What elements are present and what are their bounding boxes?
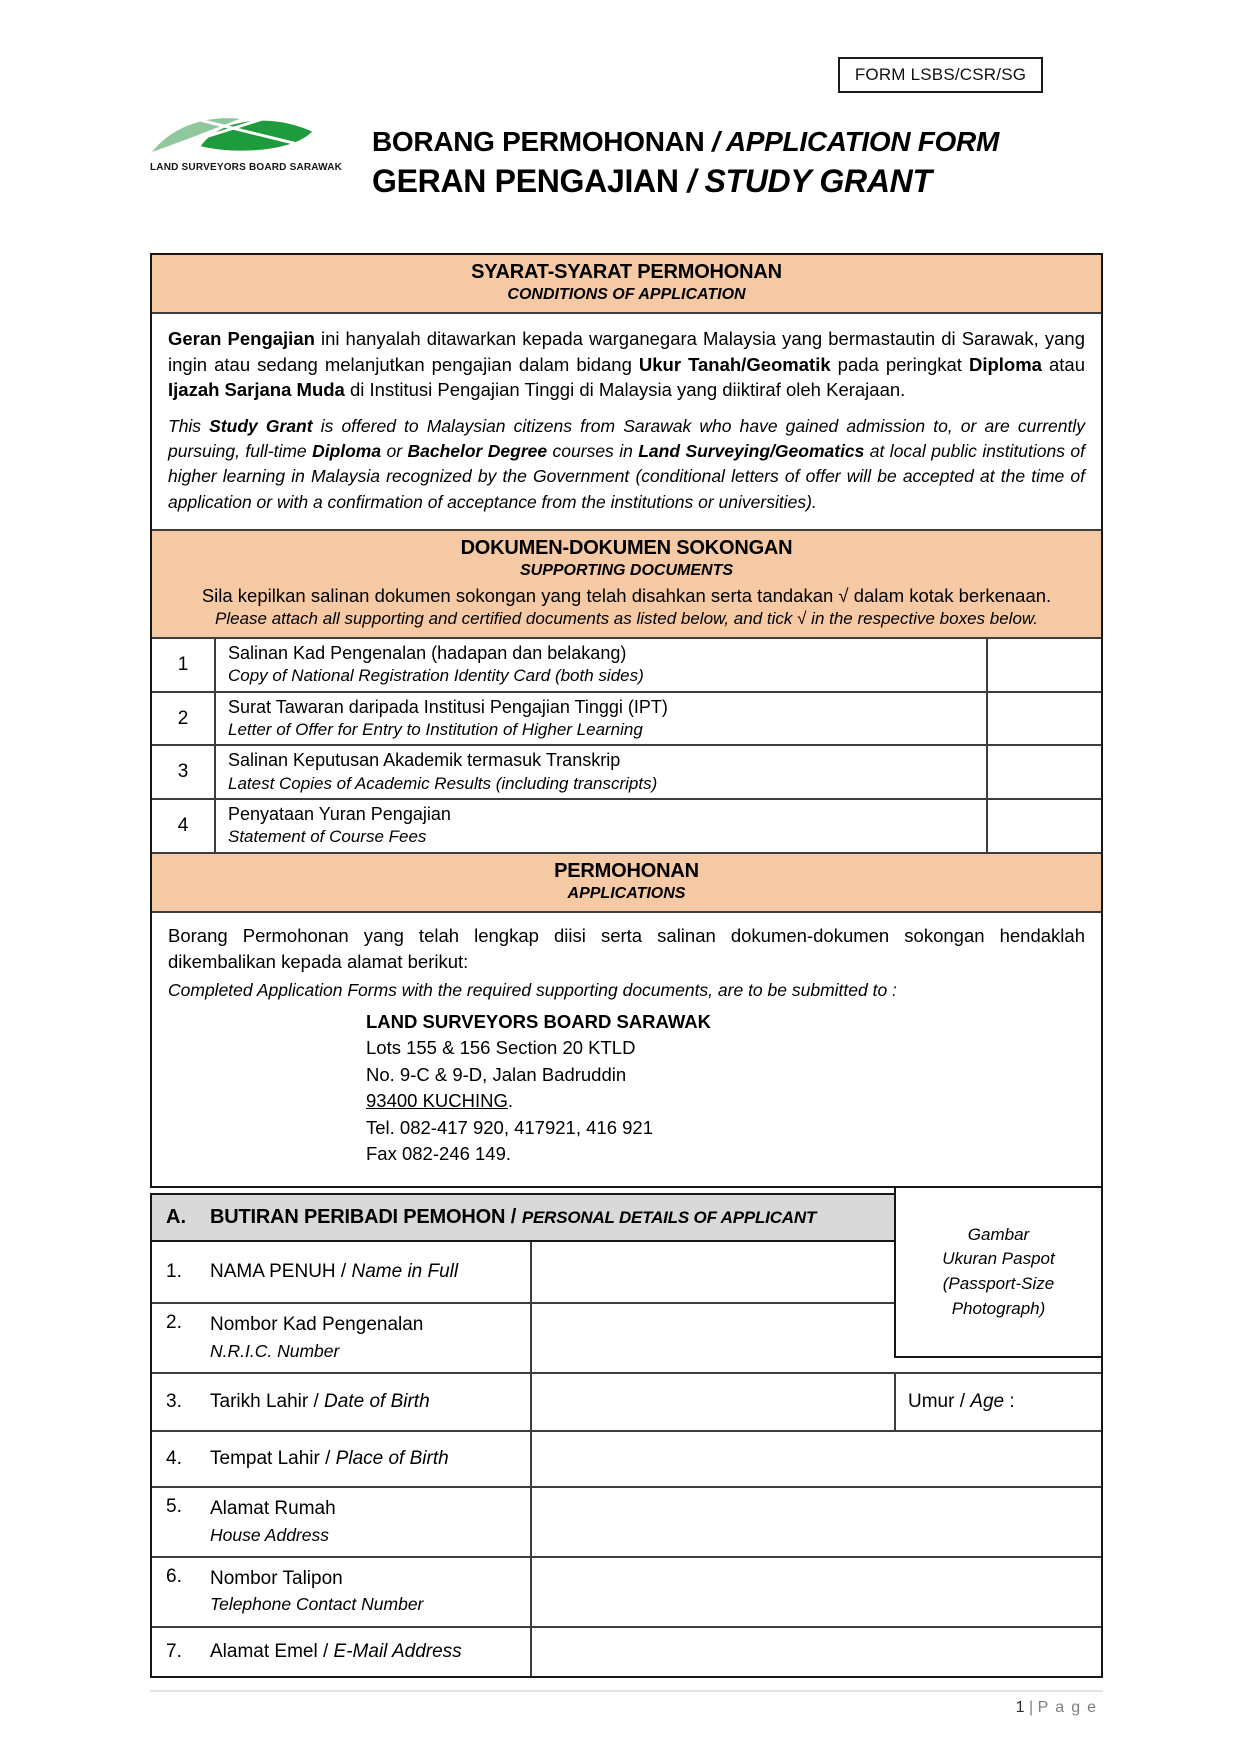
page-number-separator: | xyxy=(1024,1699,1038,1716)
document-row-number: 3 xyxy=(152,746,216,798)
field-number: 4. xyxy=(166,1447,182,1469)
section-a-title-en: PERSONAL DETAILS OF APPLICANT xyxy=(521,1207,817,1227)
document-label-en: Statement of Course Fees xyxy=(228,827,427,847)
address-telephone: Tel. 082-417 920, 417921, 416 921 xyxy=(366,1116,653,1138)
document-label-my: Salinan Keputusan Akademik termasuk Transkrip xyxy=(228,750,621,771)
photo-box-line: Gambar xyxy=(967,1224,1030,1244)
logo-graphic-icon xyxy=(150,112,316,156)
document-row-number: 2 xyxy=(152,693,216,745)
logo-caption: LAND SURVEYORS BOARD SARAWAK xyxy=(150,162,343,173)
applications-header-band xyxy=(152,852,1101,911)
photo-box-line: Ukuran Paspot xyxy=(942,1249,1055,1269)
conditions-paragraph-my: Geran Pengajian ini hanyalah ditawarkan kepada warganegara Malaysia yang bermastautin di Sarawak, yang ingin atau sedang melanjutkan pengajian dalam bidang Ukur Tanah/Geomatik pada peringkat Diploma atau Ijazah Sarjana Muda di Institusi Pengajian Tinggi di Malaysia yang diiktiraf oleh Kerajaan. xyxy=(168,328,1086,401)
field-label-telephone xyxy=(152,1558,532,1626)
table-row xyxy=(152,798,1101,852)
form-title-line2: GERAN PENGAJIAN / STUDY GRANT xyxy=(372,163,932,199)
documents-title-en: SUPPORTING DOCUMENTS xyxy=(519,562,734,580)
table-row xyxy=(152,1626,1101,1676)
table-row xyxy=(152,744,1101,798)
document-label-en: Latest Copies of Academic Results (including transcripts) xyxy=(228,773,658,793)
table-row xyxy=(152,1372,1101,1430)
document-row-label xyxy=(216,693,986,745)
document-row-label xyxy=(216,800,986,852)
passport-photo-placeholder xyxy=(894,1186,1103,1358)
documents-note-en: Please attach all supporting and certified documents as listed below, and tick √ in the respective boxes below. xyxy=(215,609,1038,629)
applications-title-my: PERMOHONAN xyxy=(554,859,699,882)
form-info-box xyxy=(150,253,1103,1188)
field-label-subtext: N.R.I.C. Number xyxy=(210,1340,340,1361)
documents-title-my: DOKUMEN-DOKUMEN SOKONGAN xyxy=(460,537,793,560)
tick-box-2[interactable] xyxy=(986,693,1101,745)
address-line-2: No. 9-C & 9-D, Jalan Badruddin xyxy=(366,1063,627,1085)
address-line-1: Lots 155 & 156 Section 20 KTLD xyxy=(366,1037,636,1059)
tick-box-1[interactable] xyxy=(986,639,1101,691)
form-code-text: FORM LSBS/CSR/SG xyxy=(854,65,1027,84)
house-address-input[interactable] xyxy=(532,1488,1101,1556)
submission-address xyxy=(366,1009,1085,1168)
page-number: 1 xyxy=(1015,1699,1025,1716)
field-label-text: Alamat Emel / E-Mail Address xyxy=(210,1640,462,1662)
document-label-my: Penyataan Yuran Pengajian xyxy=(228,803,451,824)
section-a-label: A. xyxy=(166,1206,186,1228)
table-row xyxy=(152,1430,1101,1486)
field-label-nric xyxy=(152,1304,532,1372)
field-label-text: Alamat Rumah xyxy=(210,1497,336,1519)
document-label-my: Surat Tawaran daripada Institusi Pengajian Tinggi (IPT) xyxy=(228,696,668,717)
table-row xyxy=(152,1486,1101,1556)
field-number: 6. xyxy=(166,1565,182,1587)
documents-note-my: Sila kepilkan salinan dokumen sokongan yang telah disahkan serta tandakan √ dalam kotak berkenaan. xyxy=(201,585,1052,607)
document-label-my: Salinan Kad Pengenalan (hadapan dan belakang) xyxy=(228,643,627,664)
field-label-email xyxy=(152,1628,532,1676)
page-footer xyxy=(150,1690,1103,1717)
document-label-en: Copy of National Registration Identity Card (both sides) xyxy=(228,666,644,686)
field-label-subtext: Telephone Contact Number xyxy=(210,1594,424,1615)
document-row-number: 1 xyxy=(152,639,216,691)
applications-paragraph-my: Borang Permohonan yang telah lengkap diisi serta salinan dokumen-dokumen sokongan hendaklah dikembalikan kepada alamat berikut: xyxy=(168,924,1085,972)
field-number: 1. xyxy=(166,1261,182,1282)
photo-box-line: (Passport-Size xyxy=(942,1274,1055,1293)
telephone-number-input[interactable] xyxy=(532,1558,1101,1626)
applications-title-en: APPLICATIONS xyxy=(567,884,686,902)
conditions-title-my: SYARAT-SYARAT PERMOHONAN xyxy=(471,261,782,283)
section-a-personal-details xyxy=(150,1193,1103,1678)
field-label-text: NAMA PENUH / Name in Full xyxy=(210,1261,459,1283)
section-a-title-my: BUTIRAN PERIBADI PEMOHON xyxy=(210,1206,506,1228)
organization-logo xyxy=(150,112,343,173)
table-row xyxy=(152,639,1101,691)
table-row xyxy=(152,1556,1101,1626)
document-label-en: Letter of Offer for Entry to Institution of Higher Learning xyxy=(228,720,643,740)
tick-box-4[interactable] xyxy=(986,800,1101,852)
conditions-header-band xyxy=(152,255,1101,312)
conditions-body xyxy=(152,312,1101,529)
conditions-title-en: CONDITIONS OF APPLICATION xyxy=(507,286,746,303)
document-row-label xyxy=(216,639,986,691)
age-input[interactable] xyxy=(894,1374,1101,1430)
applications-paragraph-en: Completed Application Forms with the required supporting documents, are to be submitted to : xyxy=(168,980,897,1001)
page-word: Page xyxy=(1037,1699,1103,1716)
field-label-dob xyxy=(152,1374,532,1430)
age-label: Umur / Age : xyxy=(908,1390,1015,1412)
field-label-pob xyxy=(152,1432,532,1486)
field-label-text: Nombor Kad Pengenalan xyxy=(210,1314,424,1335)
document-row-number: 4 xyxy=(152,800,216,852)
form-title-line1: BORANG PERMOHONAN / APPLICATION FORM xyxy=(372,126,999,157)
email-address-input[interactable] xyxy=(532,1628,1101,1676)
field-label-text: Nombor Talipon xyxy=(210,1567,343,1589)
field-label-house-address xyxy=(152,1488,532,1556)
conditions-paragraph-en: This Study Grant is offered to Malaysian citizens from Sarawak who have gained admission to, or are currently pursuing, full-time Diploma or Bachelor Degree courses in Land Surveying/Geomatics at local public institutions of higher learning in Malaysia recognized by the Government (conditional letters of offer will be accepted at the time of application or with a confirmation of acceptance from the institutions or universities). xyxy=(168,415,1086,512)
date-of-birth-input[interactable] xyxy=(532,1374,1101,1430)
field-label-text: Tempat Lahir / Place of Birth xyxy=(210,1448,449,1470)
table-row xyxy=(152,691,1101,745)
field-label-text: Tarikh Lahir / Date of Birth xyxy=(210,1391,430,1413)
address-fax: Fax 082-246 149. xyxy=(366,1143,512,1165)
field-number: 7. xyxy=(166,1640,182,1662)
section-a-separator: / xyxy=(505,1206,522,1228)
form-title-block xyxy=(372,126,999,200)
documents-header-band xyxy=(152,529,1101,637)
address-city: 93400 KUCHING. xyxy=(366,1090,514,1112)
applications-body xyxy=(152,911,1101,1186)
field-number: 5. xyxy=(166,1495,182,1517)
photo-box-line: Photograph) xyxy=(951,1298,1046,1318)
field-number: 2. xyxy=(166,1312,182,1333)
field-label-subtext: House Address xyxy=(210,1524,329,1545)
documents-table xyxy=(152,637,1101,852)
form-code-box xyxy=(838,57,1043,93)
place-of-birth-input[interactable] xyxy=(532,1432,1101,1486)
tick-box-3[interactable] xyxy=(986,746,1101,798)
document-row-label xyxy=(216,746,986,798)
field-number: 3. xyxy=(166,1390,182,1412)
address-org-name: LAND SURVEYORS BOARD SARAWAK xyxy=(366,1010,712,1032)
field-label-name xyxy=(152,1242,532,1302)
